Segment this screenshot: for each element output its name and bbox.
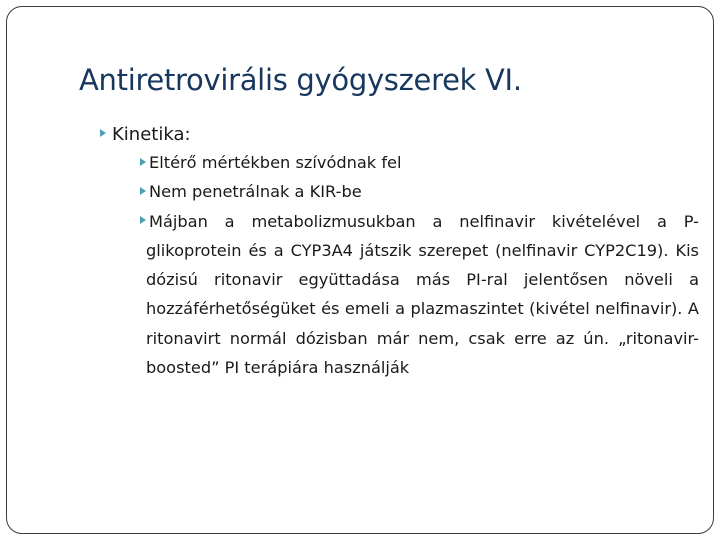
- slide-title: Antiretrovirális gyógyszerek VI.: [79, 63, 522, 97]
- triangle-bullet-icon: [140, 216, 146, 224]
- sub-bullet-text: Eltérő mértékben szívódnak fel: [149, 153, 402, 172]
- sub-bullet-item-cns: [100, 177, 680, 206]
- sub-bullet-text: Májban a metabolizmusukban a nelfinavir kivételével a P-glikoprotein és a CYP3A4 játszik szerepet (nelfinavir CYP2C19). Kis dózisú ritonavir együttadása más PI-ral jelentősen növeli a hozzáférhetőségüket és emeli a plazmaszintet (kivétel nelfinavir). A ritonavirt normál dózisban már nem, csak erre az ún. „ritonavir-boosted” PI terápiára használják: [146, 211, 699, 378]
- sub-bullet-item-absorption: [100, 148, 680, 177]
- slide-content: [100, 121, 699, 382]
- sub-bullet-text: Nem penetrálnak a KIR-be: [149, 182, 362, 202]
- triangle-bullet-icon: [140, 158, 146, 166]
- triangle-bullet-icon: [140, 187, 146, 195]
- sub-bullet-item-metabolism: [100, 207, 699, 383]
- triangle-bullet-icon: [100, 129, 106, 137]
- bullet-item-kinetika: [100, 121, 680, 148]
- bullet-text: Kinetika:: [112, 124, 191, 145]
